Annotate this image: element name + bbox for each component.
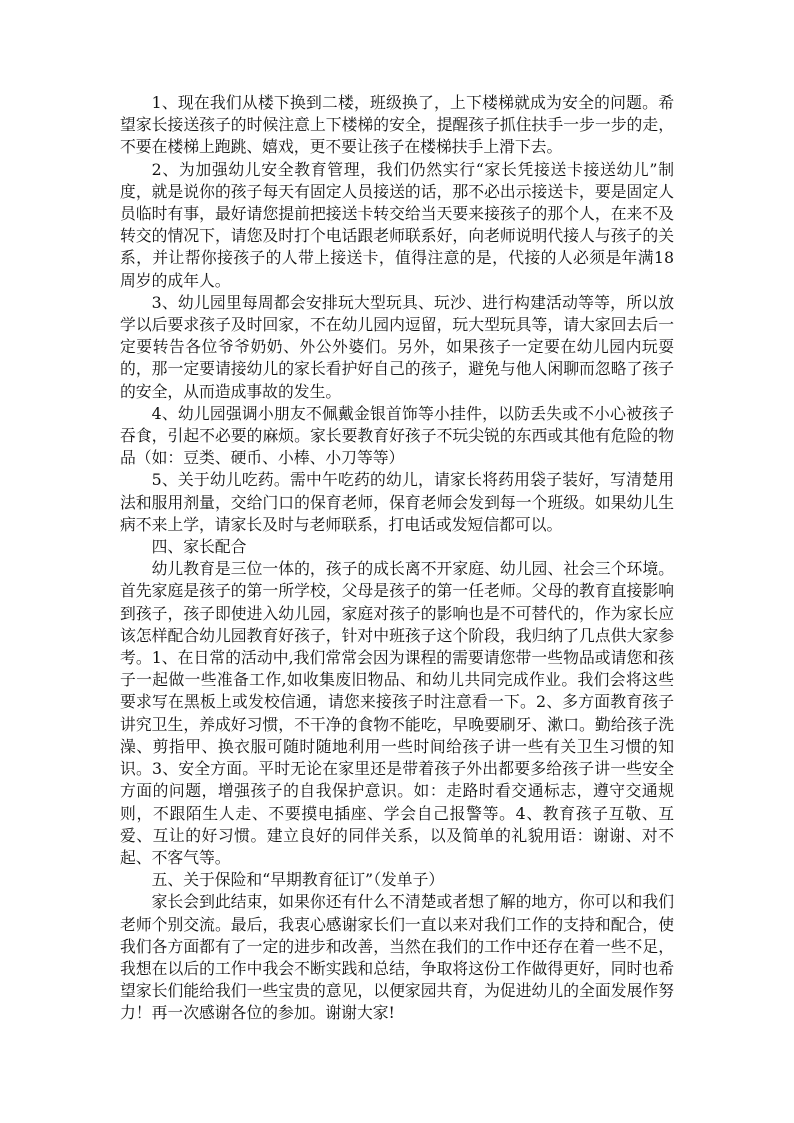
section-heading-insurance: 五、关于保险和“早期教育征订”（发单子） [151, 870, 445, 890]
paragraph-pickup-card: 2、为加强幼儿安全教育管理，我们仍然实行“家长凭接送卡接送幼儿”制度，就是说你的孩子每天有固定人员接送的话，那不必出示接送卡，要是固定人员临时有事，最好请您提前把接送卡转交给当天要来接孩子的那个人，在来不及转交的情况下，请您及时打个电话跟老师联系好，向老师说明代接人与孩子的关系，并让帮你接孩子的人带上接送卡，值得注意的是，代接的人必须是年满18周岁的成年人。 [120, 159, 674, 290]
paragraph-playground: 3、幼儿园里每周都会安排玩大型玩具、玩沙、进行构建活动等等，所以放学以后要求孩子及时回家，不在幼儿园内逗留，玩大型玩具等，请大家回去后一定要转告各位爷爷奶奶、外公外婆们。另外，如果孩子一定要在幼儿园内玩耍的，那一定要请接幼儿的家长看护好自己的孩子，避免与他人闲聊而忽略了孩子的安全，从而造成事故的发生。 [120, 292, 674, 401]
paragraph-parent-cooperation: 幼儿教育是三位一体的，孩子的成长离不开家庭、幼儿园、社会三个环境。首先家庭是孩子的第一所学校，父母是孩子的第一任老师。父母的教育直接影响到孩子，孩子即使进入幼儿园，家庭对孩子的影响也是不可替代的，作为家长应该怎样配合幼儿园教育好孩子，针对中班孩子这个阶段，我归纳了几点供大家参考。1、在日常的活动中,我们常常会因为课程的需要请您带一些物品或请您和孩子一起做一些准备工作,如收集废旧物品、和幼儿共同完成作业。我们会将这些要求写在黑板上或发校信通，请您来接孩子时注意看一下。2、多方面教育孩子讲究卫生，养成好习惯，不干净的食物不能吃，早晚要刷牙、漱口。勤给孩子洗澡、剪指甲、换衣服可随时随地利用一些时间给孩子讲一些有关卫生习惯的知识。3、安全方面。平时无论在家里还是带着孩子外出都要多给孩子讲一些安全方面的问题，增强孩子的自我保护意识。如：走路时看交通标志，遵守交通规则，不跟陌生人走、不要摸电插座、学会自己报警等。4、教育孩子互敬、互爱、互让的好习惯。建立良好的同伴关系，以及简单的礼貌用语：谢谢、对不起、不客气等。 [120, 559, 674, 867]
paragraph-closing: 家长会到此结束，如果你还有什么不清楚或者想了解的地方，你可以和我们老师个别交流。最后，我衷心感谢家长们一直以来对我们工作的支持和配合，使我们各方面都有了一定的进步和改善，当然在我们的工作中还存在着一些不足，我想在以后的工作中我会不断实践和总结，争取将这份工作做得更好，同时也希望家长们能给我们一些宝贵的意见，以便家园共育，为促进幼儿的全面发展作努力！再一次感谢各位的参加。谢谢大家! [120, 892, 674, 1023]
paragraph-medicine: 5、关于幼儿吃药。需中午吃药的幼儿，请家长将药用袋子装好，写清楚用法和服用剂量，交给门口的保育老师，保育老师会发到每一个班级。如果幼儿生病不来上学，请家长及时与老师联系，打电话或发短信都可以。 [120, 470, 674, 534]
paragraph-jewelry: 4、幼儿园强调小朋友不佩戴金银首饰等小挂件，以防丢失或不小心被孩子吞食，引起不必要的麻烦。家长要教育好孩子不玩尖锐的东西或其他有危险的物品（如：豆类、硬币、小棒、小刀等等） [120, 403, 674, 468]
paragraph-stairs-safety: 1、现在我们从楼下换到二楼，班级换了，上下楼梯就成为安全的问题。希望家长接送孩子的时候注意上下楼梯的安全，提醒孩子抓住扶手一步一步的走，不要在楼梯上跑跳、嬉戏，更不要让孩子在楼梯扶手上滑下去。 [120, 93, 674, 157]
document-page [120, 92, 674, 1025]
section-heading-parent-cooperation: 四、家长配合 [151, 537, 247, 557]
